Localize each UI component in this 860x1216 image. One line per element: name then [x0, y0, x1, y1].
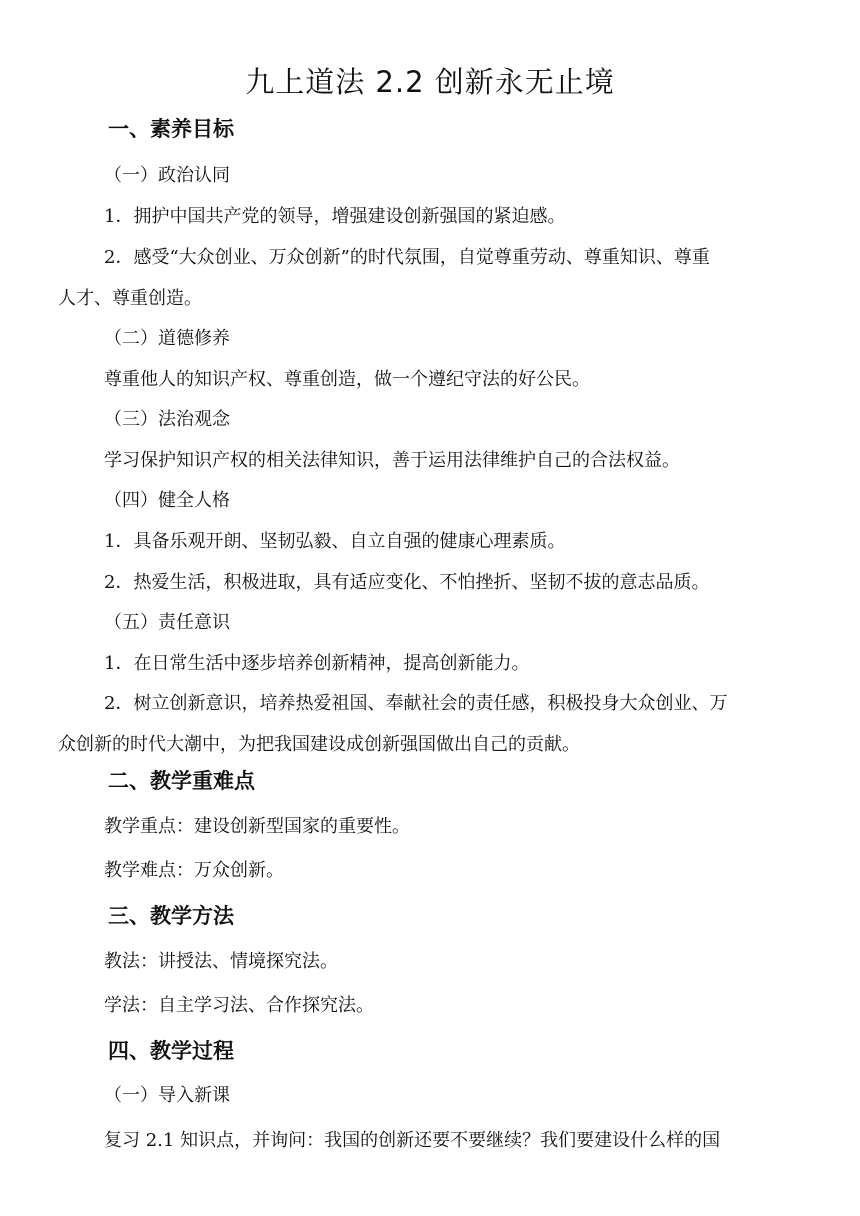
paragraph-continued: 人才、尊重创造。: [58, 288, 202, 309]
section-heading-methods: 三、教学方法: [108, 904, 234, 928]
paragraph: 1．在日常生活中逐步培养创新精神，提高创新能力。: [104, 653, 530, 674]
subheading-responsibility: （五）责任意识: [104, 612, 230, 633]
paragraph: 1．具备乐观开朗、坚韧弘毅、自立自强的健康心理素质。: [104, 531, 566, 552]
paragraph: 复习 2.1 知识点，并询问：我国的创新还要不要继续？我们要建设什么样的国: [104, 1130, 721, 1151]
subheading-personality: （四）健全人格: [104, 490, 230, 511]
page-title: 九上道法 2.2 创新永无止境: [245, 65, 615, 99]
paragraph: 2．感受“大众创业、万众创新”的时代氛围，自觉尊重劳动、尊重知识、尊重: [104, 247, 710, 268]
section-heading-key-points: 二、教学重难点: [108, 769, 255, 793]
paragraph: 教学难点：万众创新。: [104, 860, 284, 881]
section-heading-goals: 一、素养目标: [108, 117, 234, 141]
subheading-moral: （二）道德修养: [104, 328, 230, 349]
subheading-law: （三）法治观念: [104, 409, 230, 430]
paragraph: 2．热爱生活，积极进取，具有适应变化、不怕挫折、坚韧不拔的意志品质。: [104, 572, 710, 593]
paragraph: 1．拥护中国共产党的领导，增强建设创新强国的紧迫感。: [104, 206, 566, 227]
paragraph: 教学重点：建设创新型国家的重要性。: [104, 816, 410, 837]
subheading-political: （一）政治认同: [104, 165, 230, 186]
paragraph: 教法：讲授法、情境探究法。: [104, 951, 338, 972]
paragraph-continued: 众创新的时代大潮中，为把我国建设成创新强国做出自己的贡献。: [58, 734, 580, 755]
section-heading-process: 四、教学过程: [108, 1039, 234, 1063]
paragraph: 学习保护知识产权的相关法律知识，善于运用法律维护自己的合法权益。: [104, 450, 680, 471]
paragraph: 学法：自主学习法、合作探究法。: [104, 995, 374, 1016]
paragraph: 2．树立创新意识，培养热爱祖国、奉献社会的责任感，积极投身大众创业、万: [104, 693, 728, 714]
subheading-intro: （一）导入新课: [104, 1085, 230, 1106]
paragraph: 尊重他人的知识产权、尊重创造，做一个遵纪守法的好公民。: [104, 369, 590, 390]
